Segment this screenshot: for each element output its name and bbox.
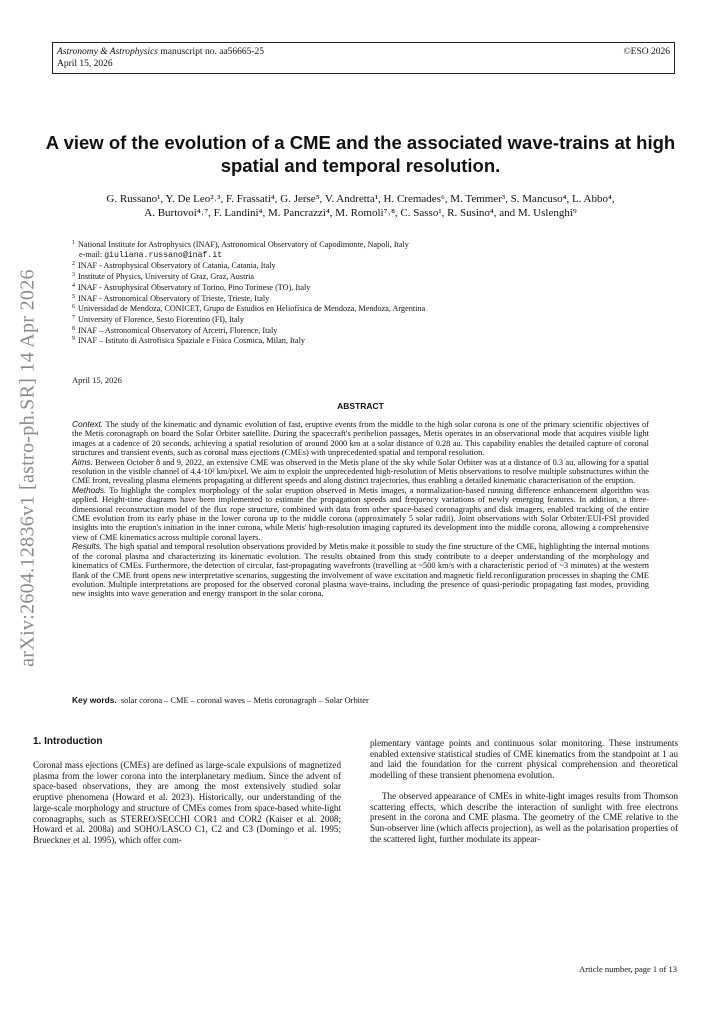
abstract-methods: Methods. To highlight the complex morphology of the solar eruption observed in Metis images, a normalization-based running difference enhancement algorithm was applied. Height-time diagrams have been implemented to estimate the propagation speeds and frequency variations of newly emerging features. In addition, a three-dimensional reconstruction model of the flux rope structure, combined with data from other space-based coronagraphs and disk imagers, enabled tracking of the entire CME evolution from its early phase in the lower corona up to the middle corona (approximately 5 solar radii). Joint observations with Solar Orbiter/EUI-FSI provided insights into the eruption's initiation in the inner corona, while Metis' high-resolution imaging captured its development into the middle corona, allowing a comprehensive view of CME kinematics across multiple coronal layers. — [72, 484, 649, 542]
intro-paragraph-1-cont: plementary vantage points and continuous solar monitoring. These instruments enabled extensive statistical studies of CME kinematics from the standpoint at 1 au and laid the foundation for the current physical comprehension and theoretical modelling of these transient phenomena evolution. — [370, 738, 678, 781]
affiliation-2: $^2$ INAF - Astrophysical Observatory of Catania, Catania, Italy — [72, 261, 276, 271]
keywords — [72, 695, 649, 705]
abstract-heading: ABSTRACT — [337, 401, 384, 411]
paper-title: A view of the evolution of a CME and the associated wave-trains at high spatial and temporal resolution. — [45, 132, 676, 176]
authors-line-2: A. Burtovoi⁴˒⁷, F. Landini⁴, M. Pancrazzi⁴, M. Romoli⁷˒⁸, C. Sasso¹, R. Susino⁴, and M. Uslenghi⁹ — [144, 206, 577, 219]
right-column — [370, 738, 678, 844]
affiliation-1: $^1$ National Institute for Astrophysics (INAF), Astronomical Observatory of Capodimonte, Napoli, Italy — [72, 240, 409, 249]
affiliation-9: $^9$ INAF – Istituto di Astrofisica Spaziale e Fisica Cosmica, Milan, Italy — [72, 336, 305, 346]
affiliations — [72, 239, 672, 346]
section-heading: 1. Introduction — [33, 736, 103, 747]
affiliation-4: $^4$ INAF - Astrophysical Observatory of Torino, Pino Torinese (TO), Italy — [72, 282, 311, 292]
left-column — [33, 760, 341, 846]
arxiv-stamp — [8, 268, 48, 668]
email-link[interactable]: giuliana.russano@inaf.it — [104, 250, 223, 260]
abstract-body — [72, 420, 649, 599]
keywords-list: solar corona – CME – coronal waves – Metis coronagraph – Solar Orbiter — [120, 696, 369, 705]
authors-line-1: G. Russano¹, Y. De Leo²˒³, F. Frassati⁴, G. Jerse⁵, V. Andretta¹, H. Cremades⁶, M. Temmer³, S. Mancuso⁴, L. Abbo⁴, — [106, 193, 615, 205]
abstract-aims: Aims. Between October 8 and 9, 2022, an extensive CME was observed in the Metis plane of the sky while Solar Orbiter was at a distance of 0.3 au, allowing for a spatial resolution in the visible channel of 4.4·10³ km/pixel. We aim to exploit the unprecedented high-resolution of Metis observations to resolve multiple substructures within the CME front, revealing plasma elements propagating at different speeds and along distinct trajectories, thus enabling a detailed kinematic characterisation of the eruption. — [72, 456, 649, 486]
abstract-results: Results. The high spatial and temporal resolution observations provided by Metis make it possible to study the fine structure of the CME, highlighting the internal motions of the coronal plasma and characterizing its kinematic evolution. The results obtained from this study contribute to a deeper understanding of the morphology and kinematics of CMEs. Furthermore, the detection of circular, fast-propagating wavefronts (travelling at ~500 km/s with a characteristic period of ~3 minutes) at the western flank of the CME front opens new interpretative scenarios, suggesting the involvement of wave excitation and magnetic field reconfiguration processes in shaping the CME evolution. Multiple interpretations are proposed for the observed coronal plasma wave-trains, including the presence of quasi-periodic propagating fast modes, providing new insights into wave generation and energy transport in the solar corona. — [72, 541, 649, 599]
affiliation-5: $^5$ INAF - Astronomical Observatory of Trieste, Trieste, Italy — [72, 293, 270, 303]
journal-name: Astronomy & Astrophysics — [57, 47, 158, 57]
affiliation-7: $^7$ University of Florence, Sesto Fiorentino (FI), Italy — [72, 314, 244, 324]
intro-paragraph-1: Coronal mass ejections (CMEs) are defined as large-scale expulsions of magnetized plasma from the lower corona into the interplanetary medium. Since the advent of space-based observations, they are among the most extensively studied solar eruptive phenomena (Howard et al. 2023). Historically, our understanding of the large-scale morphology and structure of CMEs comes from space-based white-light coronagraphs, such as STEREO/SECCHI COR1 and COR2 (Kaiser et al. 2008; Howard et al. 2008a) and SOHO/LASCO C1, C2 and C3 (Domingo et al. 1995; Brueckner et al. 1995), which offer com- — [33, 760, 341, 845]
received-date: April 15, 2026 — [72, 375, 122, 385]
abstract-context: Context. The study of the kinematic and dynamic evolution of fast, eruptive events from the middle to the high solar corona is one of the primary scientific objectives of the Metis coronagraph on board the Solar Orbiter satellite. During the spacecraft's perihelion passages, Metis operates in an observational mode that acquires visible light images at a cadence of 20 seconds, achieving a spatial resolution of around 2000 km at a solar distance of 0.28 au. This capability enables the detailed capture of coronal structures and transient events, such as coronal mass ejections (CMEs) with unprecedented spatial and temporal resolution. — [72, 419, 649, 458]
keywords-label: Key words. — [72, 695, 117, 705]
header-date: April 15, 2026 — [57, 59, 113, 69]
manuscript-number: manuscript no. aa56665-25 — [160, 47, 265, 57]
affiliation-3: $^3$ Institute of Physics, University of Graz, Graz, Austria — [72, 272, 254, 282]
copyright: ©ESO 2026 — [623, 47, 670, 57]
page-footer: Article number, page 1 of 13 — [579, 964, 677, 974]
arxiv-identifier[interactable]: arXiv:2604.12836v1 [astro-ph.SR] 14 Apr 2026 — [16, 269, 39, 667]
header-left — [57, 46, 264, 70]
intro-paragraph-2: The observed appearance of CMEs in white-light images results from Thomson scattering effects, which describe the interaction of sunlight with free electrons present in the corona and CME plasma. The geometry of the CME relative to the Sun-observer line (which affects projection), as well as the polarisation properties of the scattered light, further modulate its appear- — [370, 790, 678, 844]
affiliation-6: $^6$ Universidad de Mendoza, CONICET, Grupo de Estudios en Heliofísica de Mendoza, Mendoza, Argentina — [72, 304, 426, 314]
contact-email: e-mail: giuliana.russano@inaf.it — [79, 249, 223, 260]
author-list — [40, 193, 681, 220]
affiliation-8: $^8$ INAF – Astronomical Observatory of Arcetri, Florence, Italy — [72, 325, 278, 335]
running-header — [52, 42, 675, 74]
